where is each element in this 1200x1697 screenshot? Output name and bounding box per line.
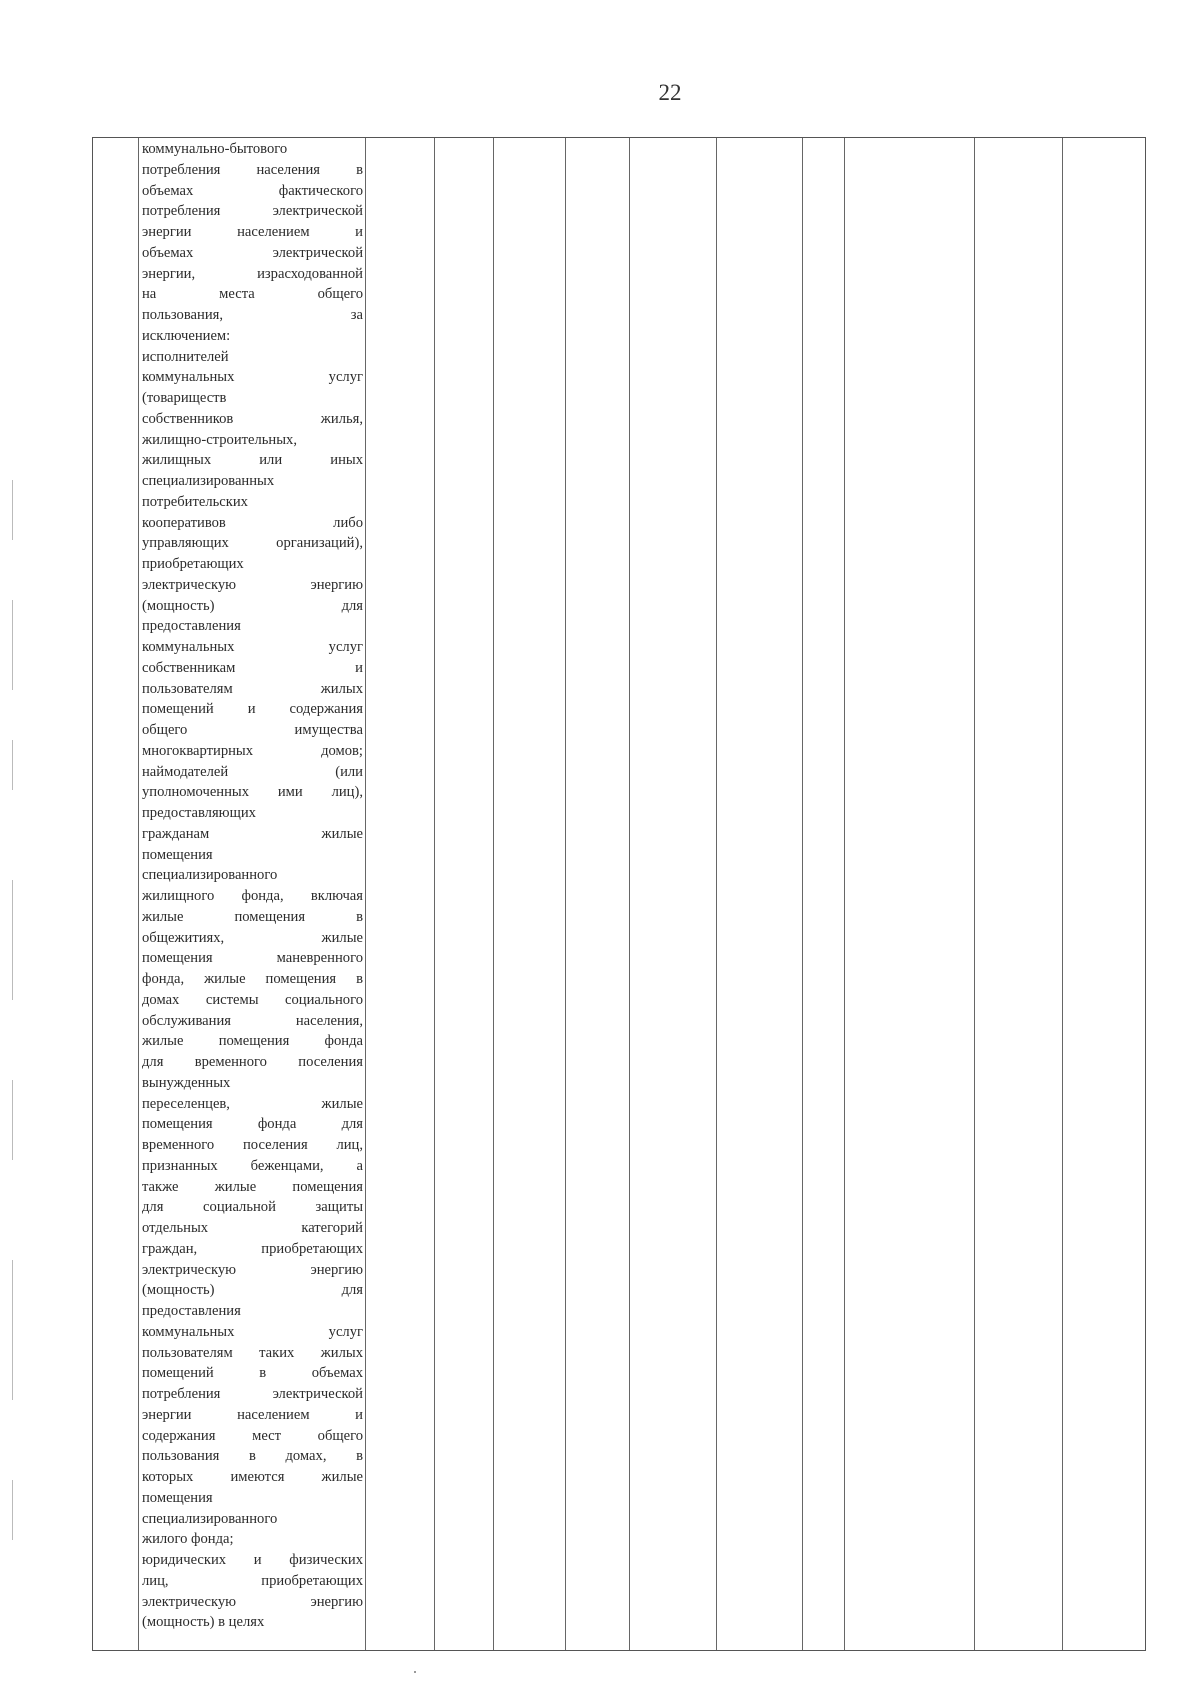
cell-text-line: уполномоченных ими лиц), <box>142 784 363 801</box>
column-divider <box>844 138 845 1650</box>
cell-text-line: предоставляющих <box>142 805 256 821</box>
cell-text-line: гражданам жилые <box>142 825 363 842</box>
cell-text-line: жилого фонда; <box>142 1531 234 1548</box>
cell-text-line: переселенцев, жилые <box>142 1095 363 1112</box>
cell-text-line: энергии населением и <box>142 1406 363 1423</box>
cell-text-line: пользования в домах, в <box>142 1448 363 1465</box>
cell-text-line: многоквартирных домов; <box>142 742 363 759</box>
cell-text-line: собственников жилья, <box>142 410 363 427</box>
cell-text-line: электрическую энергию <box>142 576 363 593</box>
cell-text-line: энергии, израсходованной <box>142 265 363 282</box>
column-divider <box>802 138 803 1650</box>
scan-speck <box>414 1671 416 1673</box>
cell-text-line: на места общего <box>142 286 363 303</box>
column-divider <box>716 138 717 1650</box>
cell-text-line: исключением: <box>142 327 231 344</box>
page-number: 22 <box>658 80 682 105</box>
cell-text-line: объемах фактического <box>142 182 363 199</box>
cell-text-line: также жилые помещения <box>142 1178 363 1195</box>
cell-text-line: помещения <box>142 1489 213 1506</box>
cell-text-line: признанных беженцами, а <box>142 1157 363 1174</box>
cell-text-line: фонда, жилые помещения в <box>142 971 363 987</box>
cell-text-line: для социальной защиты <box>142 1199 363 1216</box>
cell-text-line: коммунальных услуг <box>142 639 363 655</box>
column-divider <box>974 138 975 1650</box>
cell-text-line: электрическую энергию <box>142 1593 363 1610</box>
cell-text-line: вынужденных <box>142 1074 231 1091</box>
binding-margin-marks <box>10 480 16 1680</box>
cell-text-line: исполнителей <box>142 348 229 365</box>
description-cell <box>140 138 365 1633</box>
cell-text-line: коммунальных услуг <box>142 1323 363 1340</box>
data-table <box>92 137 1146 1651</box>
cell-text-line: жилищных или иных <box>142 452 363 469</box>
cell-text-line: отдельных категорий <box>142 1220 363 1236</box>
cell-text-line: помещения маневренного <box>142 950 363 967</box>
cell-text-line: помещений и содержания <box>142 701 363 718</box>
cell-text-line: специализированного <box>142 867 278 884</box>
cell-text-line: (мощность) для <box>142 597 363 614</box>
cell-text-line: объемах электрической <box>142 244 363 261</box>
cell-text-line: электрическую энергию <box>142 1261 363 1278</box>
cell-text-line: потребления электрической <box>142 203 363 220</box>
cell-text-line: которых имеются жилые <box>142 1469 363 1485</box>
cell-text-line: граждан, приобретающих <box>142 1240 363 1257</box>
cell-text-line: обслуживания населения, <box>142 1012 363 1029</box>
cell-text-line: (мощность) в целях <box>142 1614 265 1631</box>
cell-text-line: пользования, за <box>142 307 363 323</box>
cell-text-line: общежитиях, жилые <box>142 929 363 946</box>
cell-text-line: специализированных <box>142 473 275 489</box>
cell-text-line: потребительских <box>142 493 248 510</box>
cell-text-line: жилищно-строительных, <box>142 431 297 448</box>
cell-text-line: предоставления <box>142 1303 241 1319</box>
cell-text-line: управляющих организаций), <box>142 535 363 552</box>
cell-text-line: жилищного фонда, включая <box>142 888 363 904</box>
cell-text-line: жилые помещения фонда <box>142 1033 363 1050</box>
column-divider <box>629 138 630 1650</box>
cell-text-line: помещения фонда для <box>142 1116 363 1133</box>
cell-text-line: лиц, приобретающих <box>142 1572 363 1589</box>
cell-text-line: содержания мест общего <box>142 1427 363 1444</box>
column-divider <box>434 138 435 1650</box>
cell-text-line: потребления электрической <box>142 1386 363 1402</box>
cell-text-line: предоставления <box>142 618 241 635</box>
column-divider <box>1062 138 1063 1650</box>
cell-text-line: наймодателей (или <box>142 763 363 780</box>
cell-text-line: юридических и физических <box>142 1552 363 1568</box>
cell-text-line: потребления населения в <box>142 161 363 178</box>
cell-text-line: коммунально-бытового <box>142 141 288 157</box>
cell-text-line: собственникам и <box>142 659 363 676</box>
column-divider <box>565 138 566 1650</box>
cell-text-line: (мощность) для <box>142 1282 363 1299</box>
cell-text-line: временного поселения лиц, <box>142 1137 363 1153</box>
cell-text-line: специализированного <box>142 1510 278 1527</box>
cell-text-line: домах системы социального <box>142 991 363 1008</box>
cell-text-line: жилые помещения в <box>142 908 363 925</box>
cell-text-line: энергии населением и <box>142 224 363 240</box>
cell-text-line: кооперативов либо <box>142 514 363 531</box>
cell-text-line: приобретающих <box>142 556 244 572</box>
cell-text-line: общего имущества <box>142 722 363 738</box>
cell-text-line: коммунальных услуг <box>142 369 363 386</box>
cell-text-line: помещений в объемах <box>142 1365 363 1382</box>
cell-text-line: пользователям жилых <box>142 680 363 697</box>
cell-text-line: (товариществ <box>142 390 227 406</box>
cell-text-line: для временного поселения <box>142 1054 363 1070</box>
column-divider <box>493 138 494 1650</box>
cell-text-line: помещения <box>142 846 213 863</box>
column-divider <box>138 138 139 1650</box>
column-divider <box>365 138 366 1650</box>
cell-text-line: пользователям таких жилых <box>142 1344 363 1361</box>
